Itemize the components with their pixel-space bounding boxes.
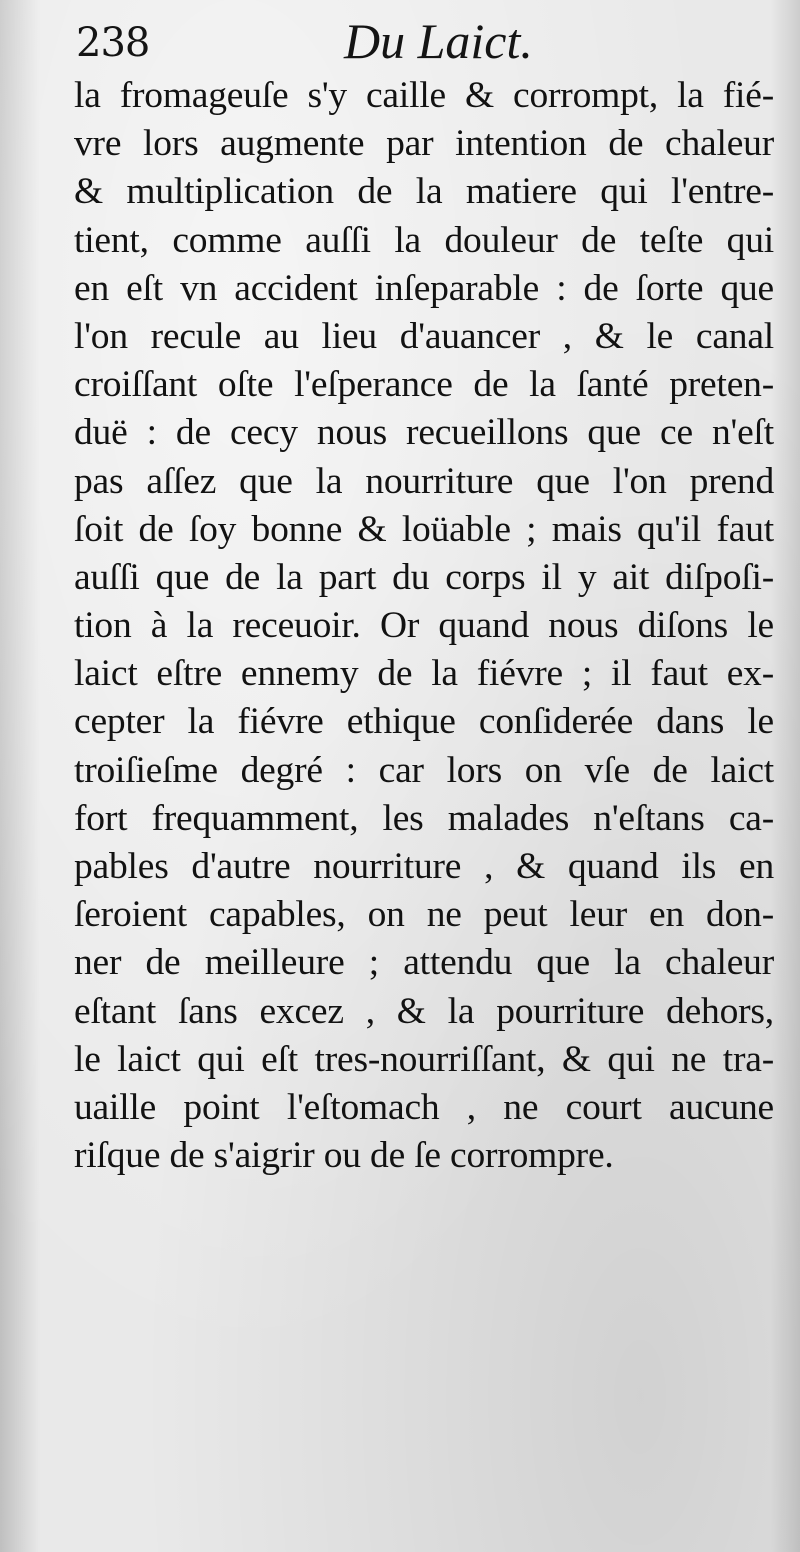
text-line: duë : de cecy nous recueillons que ce n'eſt bbox=[74, 412, 774, 454]
text-line: le laict qui eſt tres-nourriſſant, & qui ne tra- bbox=[74, 1038, 774, 1080]
running-title: Du Laict. bbox=[344, 13, 533, 69]
text-line: pables d'autre nourriture , & quand ils en bbox=[74, 846, 774, 887]
text-line: vre lors augmente par intention de chaleur bbox=[74, 123, 774, 165]
text-line: tion à la receuoir. Or quand nous diſons le bbox=[74, 605, 774, 647]
text-line: ner de meilleure ; attendu que la chaleur bbox=[74, 942, 774, 984]
text-line: fort frequamment, les malades n'eſtans ca- bbox=[74, 797, 774, 839]
text-line: troiſieſme degré : car lors on vſe de laict bbox=[74, 749, 774, 791]
text-line: en eſt vn accident inſeparable : de ſorte que bbox=[74, 267, 774, 309]
text-line-last: riſque de s'aigrir ou de ſe corrompre. bbox=[74, 1135, 614, 1177]
text-line: l'on recule au lieu d'auancer , & le canal bbox=[74, 315, 774, 357]
text-line: pas aſſez que la nourriture que l'on prend bbox=[74, 460, 774, 502]
text-line: uaille point l'eſtomach , ne court aucune bbox=[74, 1086, 774, 1128]
text-line: la fromageuſe s'y caille & corrompt, la fié- bbox=[74, 75, 774, 116]
body-text bbox=[74, 72, 774, 1180]
page-number: 238 bbox=[76, 20, 150, 66]
page-header bbox=[76, 14, 766, 74]
text-line: croiſſant oſte l'eſperance de la ſanté preten- bbox=[74, 364, 774, 406]
text-line: ſeroient capables, on ne peut leur en don- bbox=[74, 894, 774, 936]
text-line: auſſi que de la part du corps il y ait diſpoſi- bbox=[74, 556, 774, 598]
text-line: tient, comme auſſi la douleur de teſte qui bbox=[74, 219, 774, 261]
text-line: laict eſtre ennemy de la fiévre ; il faut ex- bbox=[74, 653, 774, 695]
text-line: & multiplication de la matiere qui l'entre- bbox=[74, 171, 774, 213]
text-line: eſtant ſans excez , & la pourriture dehors, bbox=[74, 990, 774, 1032]
text-line: ſoit de ſoy bonne & loüable ; mais qu'il faut bbox=[74, 508, 774, 550]
text-line: cepter la fiévre ethique conſiderée dans le bbox=[74, 701, 774, 743]
